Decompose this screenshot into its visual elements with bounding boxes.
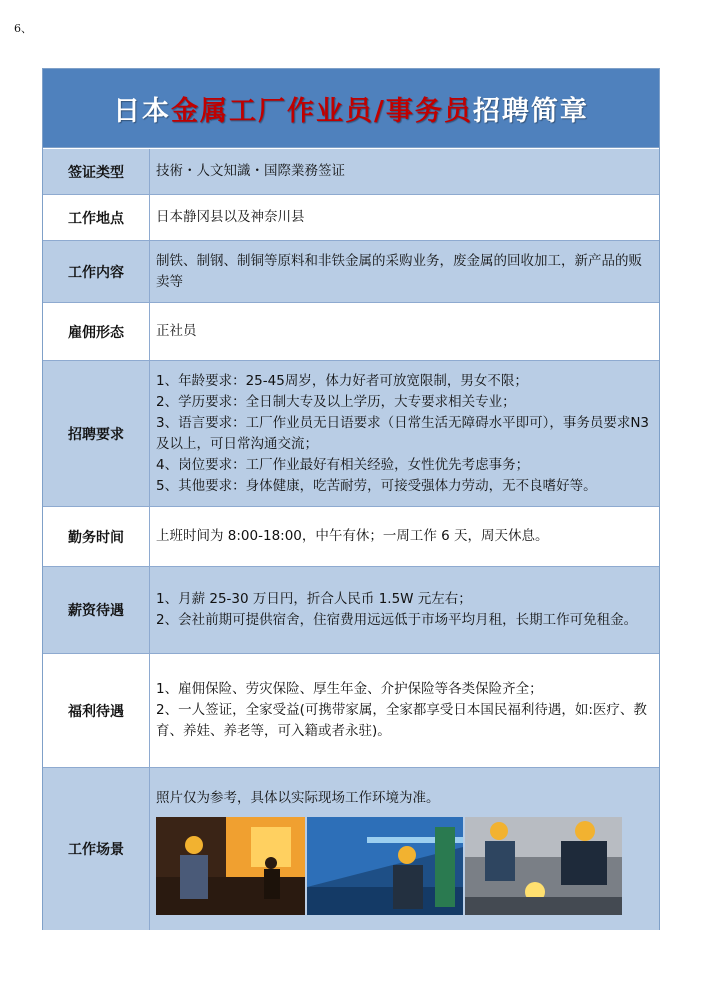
row-label: 福利待遇 <box>43 654 150 767</box>
photo-strip <box>156 817 653 915</box>
title-part-red: 金属工厂作业员/事务员 <box>171 95 473 127</box>
row-work-scene <box>43 767 659 930</box>
row-line: 4、岗位要求：工厂作业最好有相关经验，女性优先考虑事务； <box>156 456 530 473</box>
row-line: 日本静冈县以及神奈川县 <box>156 209 305 225</box>
row-label: 雇佣形态 <box>43 303 150 360</box>
title-part-3: 招聘简章 <box>472 95 589 127</box>
title-bar <box>43 69 659 148</box>
row-label: 薪资待遇 <box>43 567 150 653</box>
title-part-1: 日本 <box>113 95 172 127</box>
row-line: 2、会社前期可提供宿舍，住宿费用远远低于市场平均月租，长期工作可免租金。 <box>156 612 638 628</box>
row-line: 正社员 <box>156 323 197 339</box>
row-value <box>150 507 659 566</box>
row-label: 工作地点 <box>43 195 150 240</box>
row-requirements <box>43 360 659 506</box>
row-benefits <box>43 653 659 767</box>
page-title <box>113 89 589 128</box>
row-value <box>150 195 659 240</box>
row-line: 制铁、制钢、制铜等原料和非铁金属的采购业务，废金属的回收加工，新产品的贩卖等 <box>156 252 642 290</box>
row-line: 5、其他要求：身体健康，吃苦耐劳，可接受强体力劳动，无不良嗜好等。 <box>156 477 597 494</box>
row-working-hours <box>43 506 659 566</box>
row-label: 勤务时间 <box>43 507 150 566</box>
row-value <box>150 303 659 360</box>
grinding-worker-photo <box>465 817 622 915</box>
row-value <box>150 768 659 930</box>
page-number: 6、 <box>14 22 32 35</box>
row-label: 工作内容 <box>43 241 150 302</box>
row-location <box>43 194 659 240</box>
row-employment-type <box>43 302 659 360</box>
row-line: 2、一人签证，全家受益(可携带家属，全家都享受日本国民福利待遇，如:医疗、教育、养娃、养老等，可入籍或者永驻)。 <box>156 702 647 739</box>
row-line: 1、月薪 25-30 万日円，折合人民币 1.5W 元左右； <box>156 591 472 607</box>
machine-worker-photo <box>307 817 463 915</box>
row-label: 签证类型 <box>43 149 150 194</box>
row-value <box>150 361 659 506</box>
row-line: 照片仅为参考，具体以实际现场工作环境为准。 <box>156 790 440 806</box>
row-salary <box>43 566 659 653</box>
row-line: 1、雇佣保险、劳灾保险、厚生年金、介护保险等各类保险齐全； <box>156 681 543 697</box>
job-posting-sheet <box>42 68 660 930</box>
row-value <box>150 567 659 653</box>
row-label: 工作场景 <box>43 768 150 930</box>
row-line: 2、学历要求：全日制大专及以上学历，大专要求相关专业； <box>156 393 516 410</box>
row-value <box>150 241 659 302</box>
row-value <box>150 654 659 767</box>
row-line: 1、年龄要求：25-45周岁，体力好者可放宽限制，男女不限； <box>156 372 528 389</box>
row-visa-type <box>43 148 659 194</box>
row-value <box>150 149 659 194</box>
row-line: 技術・人文知識・国際業務签证 <box>156 163 345 179</box>
row-line: 3、语言要求：工厂作业员无日语要求（日常生活无障碍水平即可），事务员要求N3及以上，可日常沟通交流； <box>156 414 650 452</box>
row-label: 招聘要求 <box>43 361 150 506</box>
furnace-worker-photo <box>156 817 305 915</box>
row-line: 上班时间为 8:00-18:00，中午有休；一周工作 6 天，周天休息。 <box>156 528 549 544</box>
row-job-content <box>43 240 659 302</box>
